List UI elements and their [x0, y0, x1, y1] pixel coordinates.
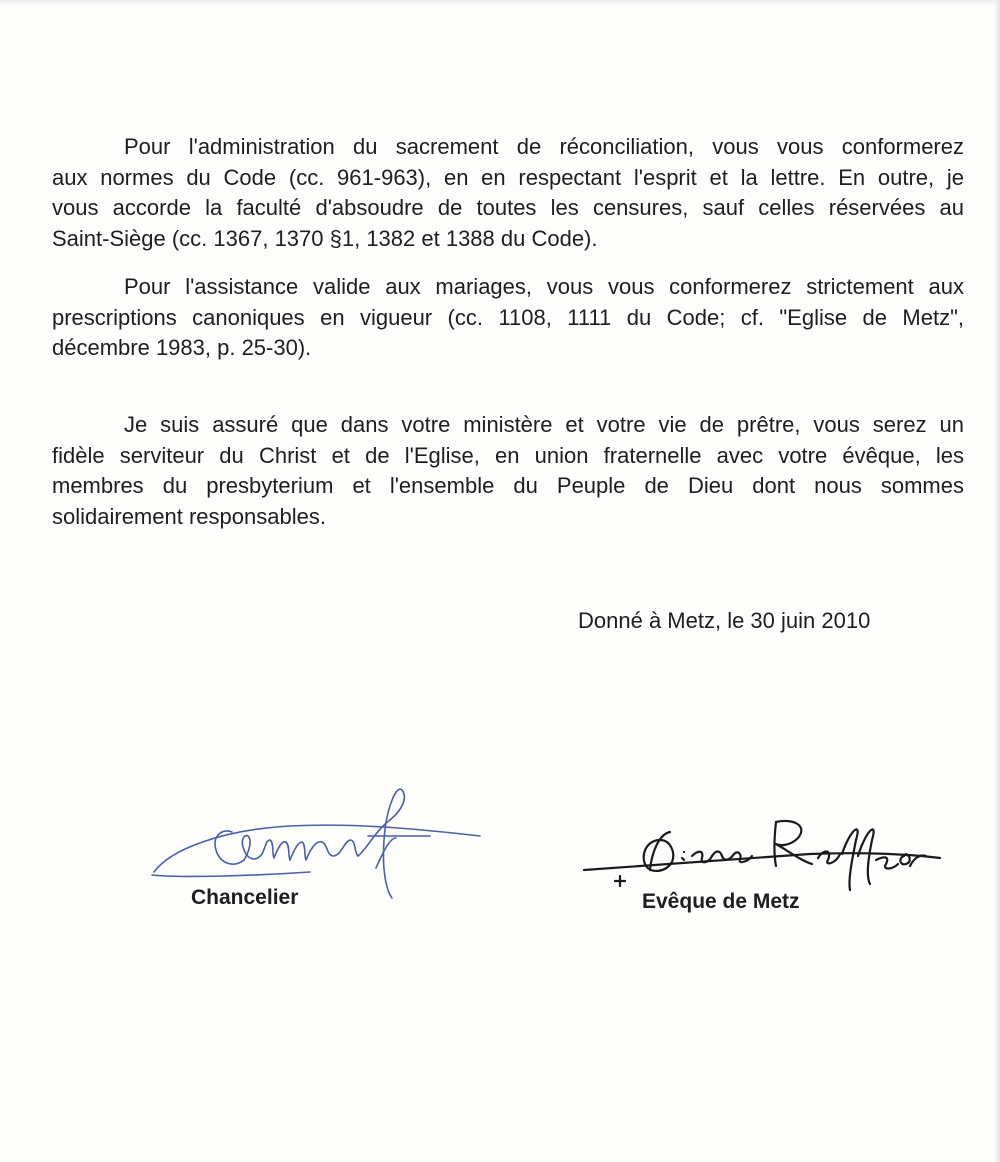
signature-eveque: [580, 800, 960, 920]
scan-edge-top: [0, 0, 1000, 6]
signature-chancelier: [140, 780, 500, 920]
paragraph-line: décembre 1983, p. 25-30).: [52, 335, 312, 360]
paragraph-line: Saint-Siège (cc. 1367, 1370 §1, 1382 et 1388 du Code).: [52, 225, 598, 251]
paragraph-mariages: [52, 272, 964, 364]
paragraph-line: solidairement responsables.: [52, 503, 326, 529]
signature-title-chancelier: Chancelier: [191, 886, 299, 909]
signature-title-eveque: Evêque de Metz: [642, 890, 800, 913]
paragraph-reconciliation: [52, 132, 964, 254]
date-line: Donné à Metz, le 30 juin 2010: [578, 608, 871, 633]
scan-edge-right: [994, 0, 1000, 1162]
paragraph-line: Je suis assuré que dans votre ministère et votre vie de prêtre, vous serez un: [124, 412, 964, 437]
paragraph-line: aux normes du Code (cc. 961-963), en en respectant l'esprit et la lettre. En outre, je: [52, 164, 964, 190]
paragraph-line: fidèle serviteur du Christ et de l'Eglise, en union fraternelle avec votre évêque, les: [52, 442, 964, 468]
paragraph-line: prescriptions canoniques en vigueur (cc. 1108, 1111 du Code; cf. "Eglise de Metz",: [52, 304, 964, 330]
paragraph-line: Pour l'administration du sacrement de réconciliation, vous vous conformerez: [124, 134, 964, 159]
paragraph-line: membres du presbyterium et l'ensemble du Peuple de Dieu dont nous sommes: [52, 473, 964, 498]
paragraph-line: vous accorde la faculté d'absoudre de toutes les censures, sauf celles réservées au: [52, 195, 964, 220]
paragraph-ministere: [52, 410, 964, 532]
paragraph-line: Pour l'assistance valide aux mariages, vous vous conformerez strictement aux: [124, 274, 964, 299]
